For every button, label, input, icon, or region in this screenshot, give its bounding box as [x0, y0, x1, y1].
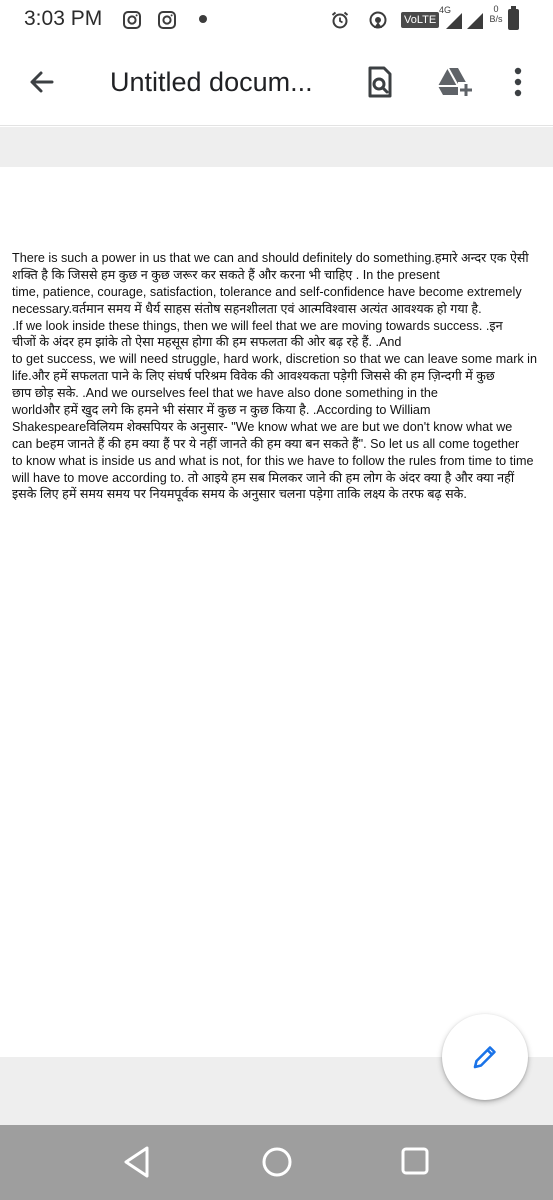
app-bar: [0, 40, 553, 126]
document-text-line: to get success, we will need struggle, hard work, discretion so that we can leave some mark in: [12, 352, 537, 367]
document-text-line: can beहम जानते हैं की हम क्या हैं पर ये नहीं जानते की हम क्या बन सकते हैं". So let us all come together: [12, 436, 520, 451]
network-speed: [488, 4, 504, 24]
back-arrow-icon[interactable]: [24, 64, 60, 100]
nav-back-icon[interactable]: [122, 1145, 152, 1179]
signal-strength-icon: [445, 12, 463, 30]
alarm-icon: [330, 10, 350, 30]
nav-recents-icon[interactable]: [400, 1146, 430, 1176]
instagram-notification-icon: [157, 10, 177, 30]
edit-pencil-icon: [471, 1043, 499, 1071]
document-text-line: time, patience, courage, satisfaction, tolerance and self-confidence have become extremely: [12, 284, 522, 299]
document-text-line: .If we look inside these things, then we will feel that we are moving towards success. .इन: [12, 318, 503, 333]
document-title[interactable]: Untitled docum...: [110, 67, 313, 97]
status-bar: [0, 0, 553, 40]
document-text-line: चीजों के अंदर हम झांके तो ऐसा महसूस होगा की हम सफलता की ओर बढ़ रहे हैं. .And: [12, 335, 402, 350]
edit-button[interactable]: [442, 1014, 528, 1100]
network-type-label: 4G: [439, 5, 452, 15]
document-text-line: इसके लिए हमें समय समय पर नियमपूर्वक समय के अनुसार चलना पड़ेगा ताकि लक्ष्य के तरफ बढ़ सके.: [12, 487, 467, 502]
volte-badge: VoLTE: [401, 12, 439, 28]
print-preview-icon[interactable]: [362, 64, 398, 100]
nav-home-icon[interactable]: [260, 1145, 294, 1179]
network-speed-value: 0: [493, 4, 499, 14]
drive-add-icon[interactable]: [434, 64, 474, 100]
hotspot-icon: [368, 10, 388, 30]
system-nav-bar: [0, 1125, 553, 1200]
document-text-line: necessary.वर्तमान समय में धैर्य साहस संतोष सहनशीलता एवं आत्मविश्वास अत्यंत आवश्यक हो गया है.: [12, 301, 482, 316]
document-body[interactable]: [12, 250, 548, 503]
document-text-line: शक्ति है कि जिससे हम कुछ न कुछ जरूर कर सकते हैं और करना भी चाहिए . In the present: [12, 267, 440, 282]
toolbar-spacer: [0, 127, 553, 167]
instagram-notification-icon: [122, 10, 142, 30]
network-speed-unit: B/s: [489, 14, 503, 24]
document-text-line: छाप छोड़ सके. .And we ourselves feel that we have also done something in the: [12, 386, 438, 401]
document-text-line: Shakespeareविलियम शेक्सपियर के अनुसार- "We know what we are but we don't know what we: [12, 419, 513, 434]
more-notifications-dot-icon: [199, 15, 207, 23]
more-vert-icon[interactable]: [504, 64, 532, 100]
battery-icon: [508, 9, 519, 30]
document-text-line: to know what is inside us and what is not, for this we have to follow the rules from time to time: [12, 453, 534, 468]
document-text-line: worldऔर हमें खुद लगे कि हमने भी संसार में कुछ न कुछ किया है. .According to William: [12, 403, 431, 418]
document-text-line: life.और हमें सफलता पाने के लिए संघर्ष परिश्रम विवेक की आवश्यकता पड़ेगी जिससे की हम ज़िन्दगी में कुछ: [12, 369, 495, 384]
document-text-line: will have to move according to. तो आइये हम सब मिलकर जाने की हम लोग के अंदर क्या है और क्या नहीं: [12, 470, 515, 485]
document-text-line: There is such a power in us that we can and should definitely do something.हमारे अन्दर एक ऐसी: [12, 251, 529, 265]
signal-strength-icon: [466, 12, 484, 30]
status-time: 3:03 PM: [24, 7, 103, 30]
